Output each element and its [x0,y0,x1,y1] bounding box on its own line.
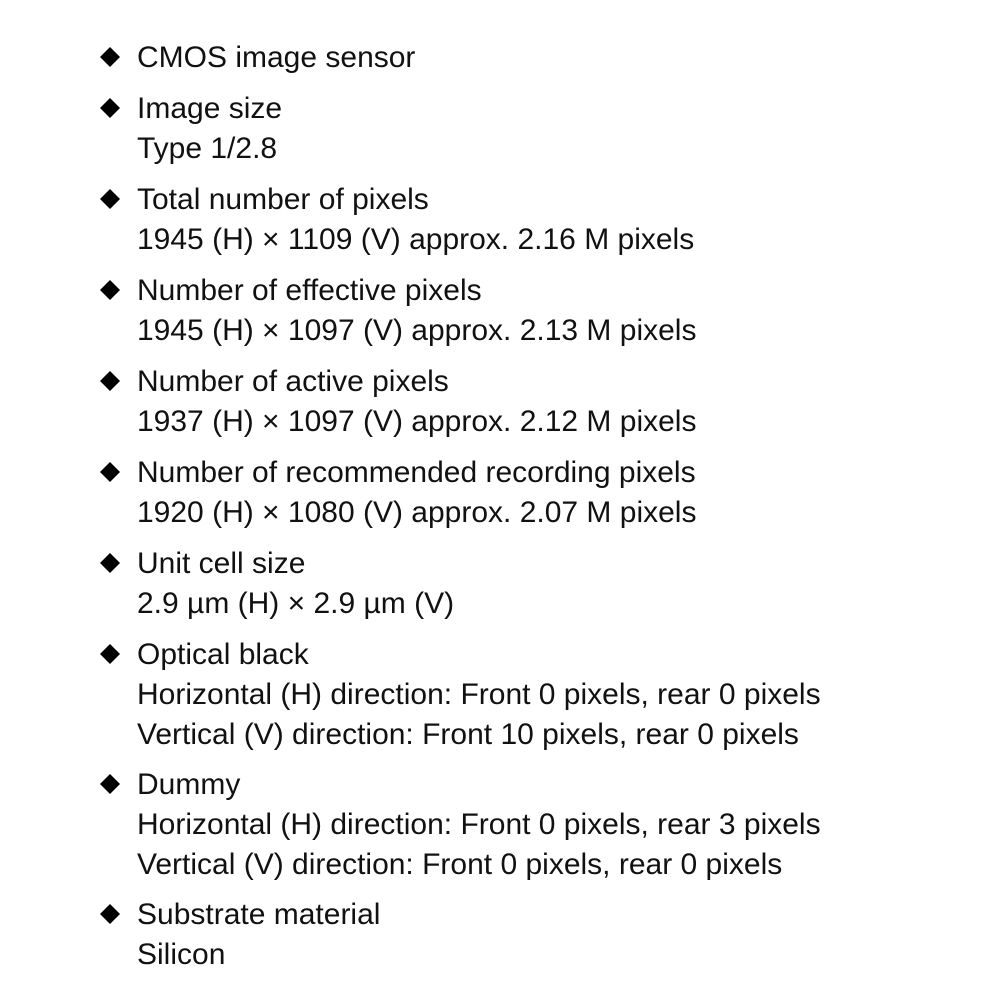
spec-detail: 2.9 µm (H) × 2.9 µm (V) [137,587,455,620]
spec-text [137,453,980,533]
spec-text [137,89,980,169]
spec-item [100,635,980,755]
diamond-icon [100,280,120,300]
spec-item [100,453,980,533]
spec-list [100,38,980,975]
spec-title: Substrate material [137,898,381,931]
diamond-icon [100,371,120,391]
diamond-icon [100,553,120,573]
diamond-icon [100,462,120,482]
spec-detail: Type 1/2.8 [137,132,278,165]
spec-title: CMOS image sensor [137,41,416,74]
spec-item [100,180,980,260]
diamond-icon [100,47,120,67]
diamond-icon [100,98,120,118]
spec-title: Number of effective pixels [137,274,482,307]
spec-detail: Vertical (V) direction: Front 0 pixels, rear 0 pixels [137,848,783,881]
spec-detail: Horizontal (H) direction: Front 0 pixels, rear 3 pixels [137,808,821,841]
spec-text [137,271,980,351]
spec-detail: 1945 (H) × 1097 (V) approx. 2.13 M pixels [137,314,697,347]
spec-item [100,271,980,351]
spec-text [137,765,980,885]
spec-title: Number of recommended recording pixels [137,456,696,489]
spec-text [137,38,980,78]
spec-item [100,89,980,169]
spec-item [100,38,980,78]
spec-item [100,362,980,442]
spec-text [137,544,980,624]
spec-detail: Horizontal (H) direction: Front 0 pixels, rear 0 pixels [137,678,821,711]
spec-item [100,765,980,885]
spec-title: Optical black [137,638,309,671]
spec-detail: 1937 (H) × 1097 (V) approx. 2.12 M pixels [137,405,697,438]
spec-title: Total number of pixels [137,183,429,216]
spec-title: Number of active pixels [137,365,449,398]
spec-title: Image size [137,92,283,125]
spec-detail: Vertical (V) direction: Front 10 pixels, rear 0 pixels [137,718,799,751]
spec-text [137,180,980,260]
spec-item [100,895,980,975]
diamond-icon [100,904,120,924]
spec-item [100,544,980,624]
spec-text [137,895,980,975]
spec-detail: 1920 (H) × 1080 (V) approx. 2.07 M pixels [137,496,697,529]
spec-text [137,362,980,442]
diamond-icon [100,774,120,794]
spec-detail: Silicon [137,938,226,971]
diamond-icon [100,189,120,209]
spec-detail: 1945 (H) × 1109 (V) approx. 2.16 M pixels [137,223,695,256]
spec-title: Dummy [137,768,241,801]
spec-title: Unit cell size [137,547,306,580]
spec-text [137,635,980,755]
diamond-icon [100,644,120,664]
